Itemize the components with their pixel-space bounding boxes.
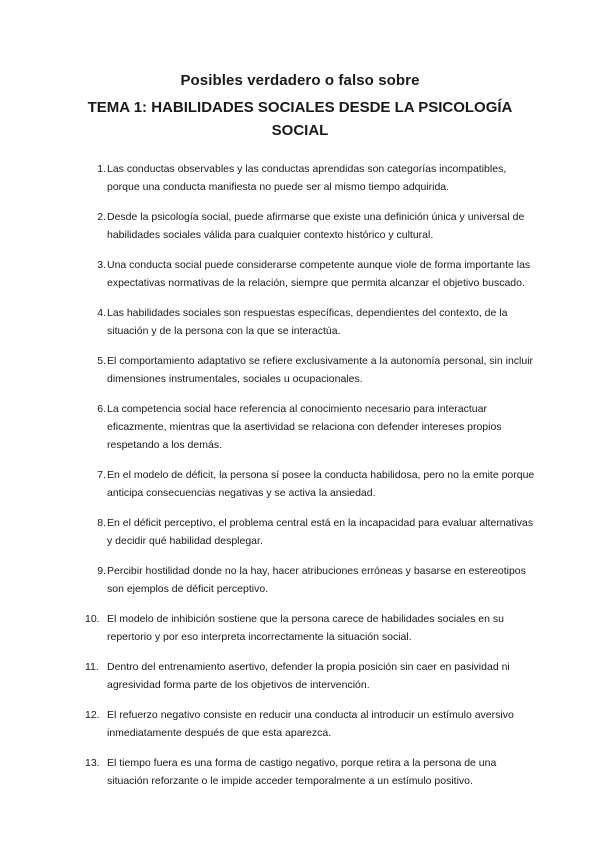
question-number: 11. [85, 661, 99, 673]
question-item [86, 352, 538, 388]
question-number: 5. [97, 355, 106, 367]
question-item [86, 562, 538, 598]
question-text: En el déficit perceptivo, el problema central está en la incapacidad para evaluar alternativas y decidir qué habilidad desplegar. [107, 517, 534, 547]
question-number: 10. [85, 613, 100, 625]
question-item [86, 160, 538, 196]
question-text: La competencia social hace referencia al conocimiento necesario para interactuar eficazmente, mientras que la asertividad se relaciona con defender intereses propios respetando a los demás. [107, 403, 502, 451]
question-item [86, 706, 538, 742]
question-text: El comportamiento adaptativo se refiere exclusivamente a la autonomía personal, sin incluir dimensiones instrumentales, sociales u ocupacionales. [107, 355, 534, 385]
question-text: Las conductas observables y las conductas aprendidas son categorías incompatibles, porque una conducta manifiesta no puede ser al mismo tiempo adquirida. [107, 163, 507, 193]
question-text: Las habilidades sociales son respuestas específicas, dependientes del contexto, de la situación y de la persona con la que se interactúa. [107, 307, 508, 337]
question-text: El tiempo fuera es una forma de castigo negativo, porque retira a la persona de una situación reforzante o le impide acceder temporalmente a un estímulo positivo. [107, 757, 497, 787]
question-text: En el modelo de déficit, la persona sí posee la conducta habilidosa, pero no la emite porque anticipa consecuencias negativas y se activa la ansiedad. [107, 469, 535, 499]
question-number: 1. [97, 163, 106, 175]
question-number: 6. [97, 403, 106, 415]
question-item [86, 256, 538, 292]
question-item [86, 466, 538, 502]
question-item [86, 754, 538, 790]
document-subtitle: Posibles verdadero o falso sobre [180, 72, 420, 89]
question-number: 13. [85, 757, 100, 769]
question-text: Una conducta social puede considerarse competente aunque viole de forma importante las expectativas normativas de la relación, siempre que permita alcanzar el objetivo buscado. [107, 259, 531, 289]
question-number: 4. [97, 307, 106, 319]
question-number: 9. [97, 565, 106, 577]
question-item [86, 208, 538, 244]
question-item [86, 610, 538, 646]
question-text: Dentro del entrenamiento asertivo, defender la propia posición sin caer en pasividad ni agresividad forma parte de los objetivos de intervención. [107, 661, 510, 691]
question-list [86, 160, 538, 802]
question-text: Desde la psicología social, puede afirmarse que existe una definición única y universal de habilidades sociales válida para cualquier contexto histórico y cultural. [107, 211, 525, 241]
document-title: TEMA 1: HABILIDADES SOCIALES DESDE LA PSICOLOGÍA SOCIAL [87, 99, 513, 139]
question-item [86, 304, 538, 340]
question-item [86, 514, 538, 550]
question-item [86, 658, 538, 694]
question-number: 7. [97, 469, 106, 481]
question-text: El modelo de inhibición sostiene que la persona carece de habilidades sociales en su repertorio y por eso interpreta incorrectamente la situación social. [107, 613, 504, 643]
question-number: 2. [97, 211, 106, 223]
question-item [86, 400, 538, 454]
question-text: Percibir hostilidad donde no la hay, hacer atribuciones erróneas y basarse en estereotipos son ejemplos de déficit perceptivo. [107, 565, 526, 595]
question-number: 12. [85, 709, 100, 721]
question-text: El refuerzo negativo consiste en reducir una conducta al introducir un estímulo aversivo inmediatamente después de que esta aparezca. [107, 709, 514, 739]
question-number: 8. [97, 517, 106, 529]
question-number: 3. [97, 259, 106, 271]
